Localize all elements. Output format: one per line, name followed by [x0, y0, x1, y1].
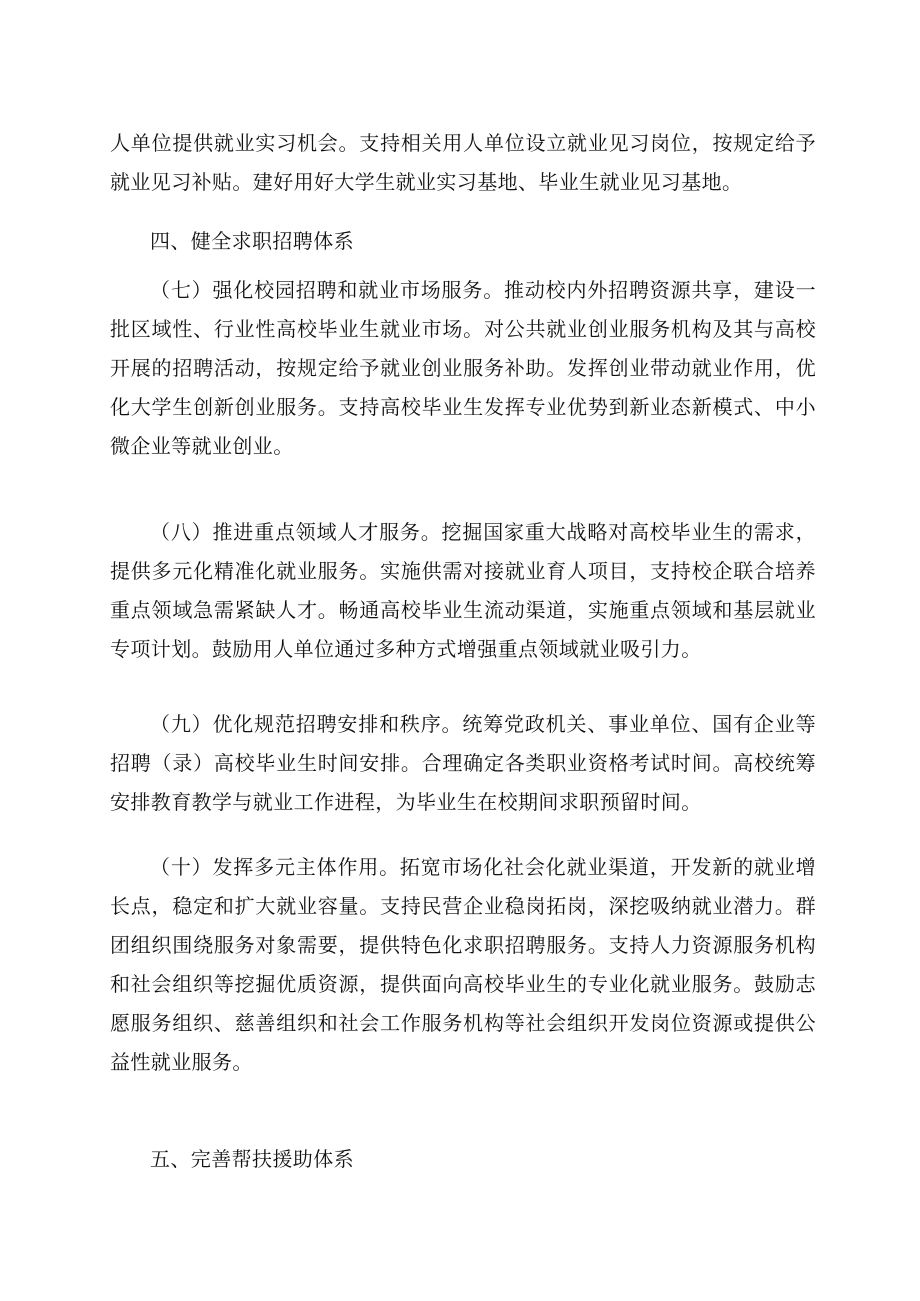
section-heading-5: 五、完善帮扶援助体系: [150, 1147, 354, 1171]
paragraph-item-10: （十）发挥多元主体作用。拓宽市场化社会化就业渠道，开发新的就业增长点，稳定和扩大就业容量。支持民营企业稳岗拓岗，深挖吸纳就业潜力。群团组织围绕服务对象需要，提供特色化求职招聘服务。支持人力资源服务机构和社会组织等挖掘优质资源，提供面向高校毕业生的专业化就业服务。鼓励志愿服务组织、慈善组织和社会工作服务机构等社会组织开发岗位资源或提供公益性就业服务。: [110, 855, 816, 1074]
paragraph-item-7: （七）强化校园招聘和就业市场服务。推动校内外招聘资源共享，建设一批区域性、行业性高校毕业生就业市场。对公共就业创业服务机构及其与高校开展的招聘活动，按规定给予就业创业服务补助。发挥创业带动就业作用，优化大学生创新创业服务。支持高校毕业生发挥专业优势到新业态新模式、中小微企业等就业创业。: [110, 278, 816, 458]
section-heading-4: 四、健全求职招聘体系: [150, 229, 354, 253]
paragraph-continuation: 人单位提供就业实习机会。支持相关用人单位设立就业见习岗位，按规定给予就业见习补贴。建好用好大学生就业实习基地、毕业生就业见习基地。: [110, 131, 816, 194]
paragraph-item-8: （八）推进重点领域人才服务。挖掘国家重大战略对高校毕业生的需求，提供多元化精准化就业服务。实施供需对接就业育人项目，支持校企联合培养重点领域急需紧缺人才。畅通高校毕业生流动渠道，实施重点领域和基层就业专项计划。鼓励用人单位通过多种方式增强重点领域就业吸引力。: [110, 520, 816, 661]
paragraph-item-9: （九）优化规范招聘安排和秩序。统筹党政机关、事业单位、国有企业等招聘（录）高校毕业生时间安排。合理确定各类职业资格考试时间。高校统筹安排教育教学与就业工作进程，为毕业生在校期间求职预留时间。: [110, 712, 816, 814]
